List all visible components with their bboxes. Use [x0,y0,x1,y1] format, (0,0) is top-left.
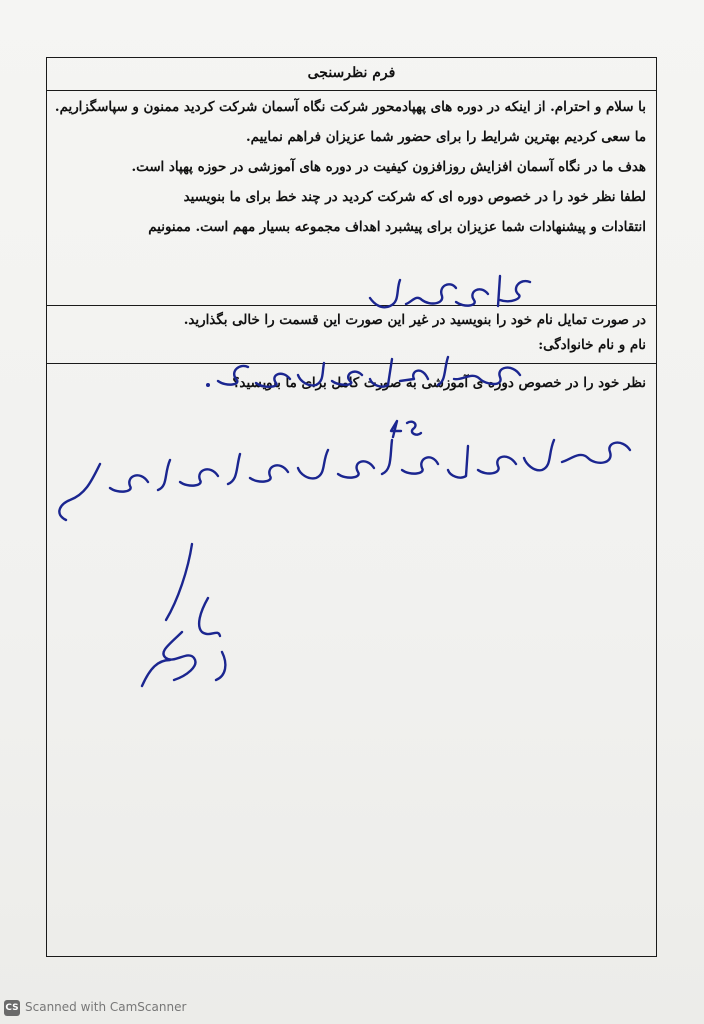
intro-line-4: لطفا نظر خود را در خصوص دوره ای که شرکت کردید در چند خط برای ما بنویسید [183,189,646,205]
intro-section [47,91,656,306]
handwritten-name [360,270,540,320]
handwritten-comment-1 [200,345,530,405]
form-title: فرم نظرسنجی [307,65,396,81]
intro-line-3: هدف ما در نگاه آسمان افزایش روزافزون کیفیت در دوره های آموزشی در حوزه پهپاد است. [131,159,646,175]
name-label: نام و نام خانوادگی: [538,337,646,353]
name-prompt: در صورت تمایل نام خود را بنویسید در غیر این صورت این قسمت را خالی بگذارید. [183,312,646,328]
intro-line-5: انتقادات و پیشنهادات شما عزیزان برای پیشبرد اهداف مجموعه بسیار مهم است. ممنونیم [148,219,646,235]
intro-line-2: ما سعی کردیم بهترین شرایط را برای حضور شما عزیزان فراهم نماییم. [246,129,646,145]
intro-line-1: با سلام و احترام. از اینکه در دوره های پهپادمحور شرکت نگاه آسمان شرکت کردید ممنون و سپاسگزاریم. [54,99,646,115]
opinion-prompt: نظر خود را در خصوص دوره ی آموزشی به صورت کامل برای ما بنویسید؟ [232,375,646,391]
handwritten-comment-2 [40,420,640,530]
scanner-watermark: Scanned with CamScanner [25,1000,187,1014]
camscanner-logo: CS [4,1000,20,1016]
handwritten-signature [130,540,240,690]
form-title-row [47,58,656,91]
